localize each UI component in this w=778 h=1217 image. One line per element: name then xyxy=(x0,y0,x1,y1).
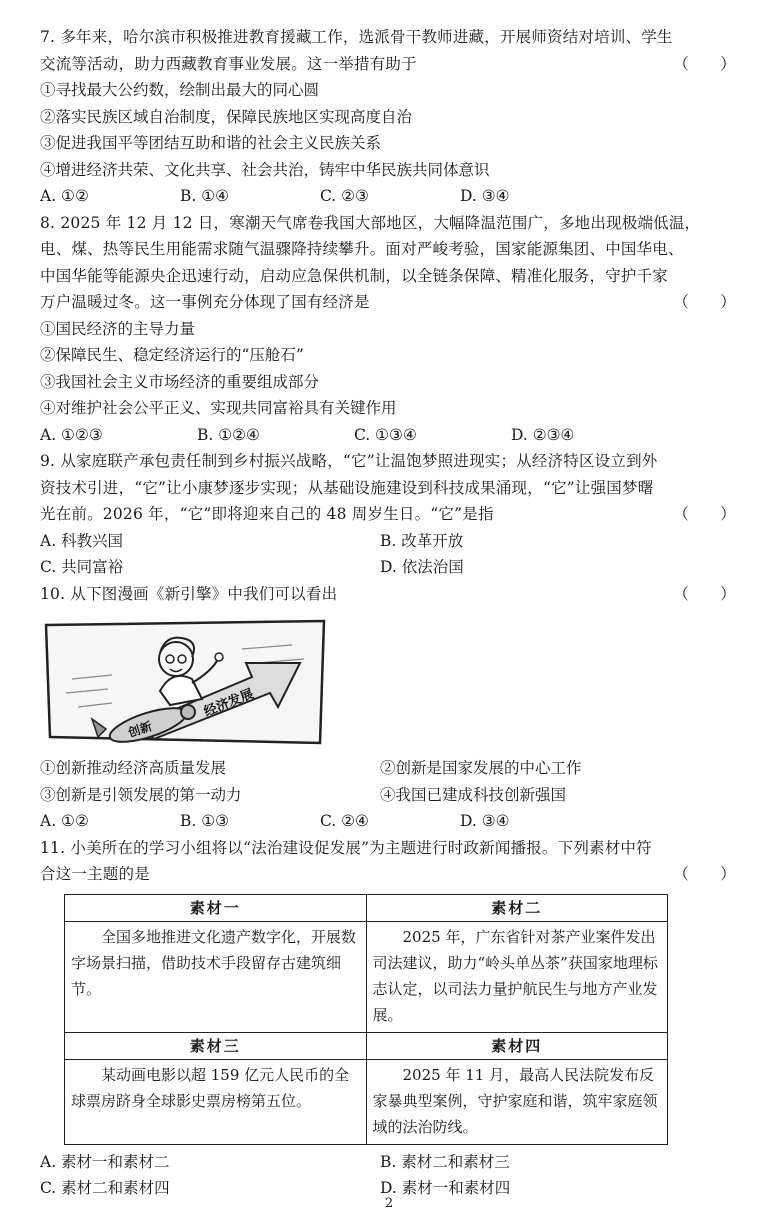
q11-option-a[interactable]: A. 素材一和素材二 xyxy=(40,1152,170,1171)
q10-item-3: ③创新是引领发展的第一动力 xyxy=(40,785,242,804)
q10-item-4: ④我国已建成科技创新强国 xyxy=(380,785,567,804)
material-3-text: 某动画电影以超 159 亿元人民币的全球票房跻身全球影史票房榜第五位。 xyxy=(65,1059,367,1144)
question-11 xyxy=(40,835,740,1202)
q8-item-2: ②保障民生、稳定经济运行的“压舱石” xyxy=(40,346,304,364)
q11-stem-line-1: 11. 小美所在的学习小组将以“法治建设促发展”为主题进行时政新闻播报。下列素材中符 xyxy=(40,838,652,857)
q10-option-b[interactable]: B. ①③ xyxy=(180,812,230,830)
q7-item-1: ①寻找最大公约数，绘制出最大的同心圆 xyxy=(40,81,320,99)
question-9 xyxy=(40,448,740,581)
q10-item-1: ①创新推动经济高质量发展 xyxy=(40,759,227,777)
material-1-title: 素材一 xyxy=(65,894,367,921)
q7-stem-line-2: 交流等活动，助力西藏教育事业发展。这一举措有助于 xyxy=(40,54,417,73)
question-7 xyxy=(40,24,740,210)
q10-options xyxy=(40,808,740,835)
q8-stem-line-4: 万户温暖过冬。这一事例充分体现了国有经济是 xyxy=(40,293,370,311)
q11-stem-line-2: 合这一主题的是 xyxy=(40,865,150,883)
q10-item-2: ②创新是国家发展的中心工作 xyxy=(380,759,582,777)
q8-item-1: ①国民经济的主导力量 xyxy=(40,319,196,338)
q10-stem: 10. 从下图漫画《新引擎》中我们可以看出 xyxy=(40,584,338,603)
q9-stem-line-2: 资技术引进，“它”让小康梦逐步实现；从基础设施建设到科技成果涌现，“它”让强国梦曙 xyxy=(40,478,654,497)
material-1-text: 全国多地推进文化遗产数字化，开展数字场景扫描，借助技术手段留存古建筑细节。 xyxy=(65,921,367,1032)
cartoon-illustration xyxy=(42,619,328,747)
question-10 xyxy=(40,581,740,835)
answer-bracket: （ ） xyxy=(673,293,736,311)
q11-option-d[interactable]: D. 素材一和素材四 xyxy=(380,1179,511,1197)
materials-table xyxy=(64,894,668,1145)
q8-option-b[interactable]: B. ①②④ xyxy=(197,425,260,444)
q8-stem-line-1: 8. 2025 年 12 月 12 日，寒潮天气席卷我国大部地区，大幅降温范围广，多地出现极端低温， xyxy=(40,213,701,232)
material-4-title: 素材四 xyxy=(366,1032,668,1059)
material-4-text: 2025 年 11 月，最高人民法院发布反家暴典型案例，守护家庭和谐，筑牢家庭领域的法治防线。 xyxy=(366,1059,668,1144)
answer-bracket: （ ） xyxy=(673,54,736,73)
q10-option-d[interactable]: D. ③④ xyxy=(460,812,510,830)
q8-option-d[interactable]: D. ②③④ xyxy=(511,425,575,444)
q8-stem-line-3: 中国华能等能源央企迅速行动，启动应急保供机制，以全链条保障、精准化服务，守护千家 xyxy=(40,266,669,285)
q7-option-a[interactable]: A. ①② xyxy=(40,187,89,205)
page-number: 2 xyxy=(384,1196,394,1211)
q7-option-d[interactable]: D. ③④ xyxy=(460,187,510,205)
material-2-text: 2025 年，广东省针对茶产业案件发出司法建议，助力“岭头单丛茶”获国家地理标志认定，以司法力量护航民生与地方产业发展。 xyxy=(366,921,668,1032)
q10-option-a[interactable]: A. ①② xyxy=(40,812,89,830)
q7-option-b[interactable]: B. ①④ xyxy=(180,187,230,205)
q11-option-b[interactable]: B. 素材二和素材三 xyxy=(380,1152,510,1171)
answer-bracket: （ ） xyxy=(673,584,736,603)
q9-option-c[interactable]: C. 共同富裕 xyxy=(40,558,124,576)
cartoon-new-engine xyxy=(42,619,328,747)
material-3-title: 素材三 xyxy=(65,1032,367,1059)
exam-page xyxy=(40,24,740,1202)
q9-option-d[interactable]: D. 依法治国 xyxy=(380,558,464,576)
q7-item-2: ②落实民族区域自治制度，保障民族地区实现高度自治 xyxy=(40,107,413,126)
q7-stem-line-1: 7. 多年来，哈尔滨市积极推进教育援藏工作，选派骨干教师进藏，开展师资结对培训、学生 xyxy=(40,28,673,46)
q8-options xyxy=(40,422,740,449)
cartoon-arrow-label: 经济发展 xyxy=(202,686,256,721)
q9-option-a[interactable]: A. 科教兴国 xyxy=(40,531,124,550)
q7-options xyxy=(40,183,740,210)
q9-stem-line-1: 9. 从家庭联产承包责任制到乡村振兴战略，“它”让温饱梦照进现实；从经济特区设立到外 xyxy=(40,452,658,470)
q10-option-c[interactable]: C. ②④ xyxy=(320,812,369,830)
q9-option-b[interactable]: B. 改革开放 xyxy=(380,531,464,550)
cartoon-rocket-label: 创新 xyxy=(126,719,154,740)
answer-bracket: （ ） xyxy=(673,865,736,883)
material-2-title: 素材二 xyxy=(366,894,668,921)
q8-option-a[interactable]: A. ①②③ xyxy=(40,425,103,444)
q8-option-c[interactable]: C. ①③④ xyxy=(354,425,417,444)
question-8 xyxy=(40,210,740,449)
q11-option-c[interactable]: C. 素材二和素材四 xyxy=(40,1179,170,1197)
q8-stem-line-2: 电、煤、热等民生用能需求随气温骤降持续攀升。面对严峻考验，国家能源集团、中国华电、 xyxy=(40,240,684,258)
answer-bracket: （ ） xyxy=(673,505,736,523)
q7-item-4: ④增进经济共荣、文化共享、社会共治，铸牢中华民族共同体意识 xyxy=(40,160,490,179)
q7-option-c[interactable]: C. ②③ xyxy=(320,187,369,205)
q7-item-3: ③促进我国平等团结互助和谐的社会主义民族关系 xyxy=(40,134,382,152)
q9-stem-line-3: 光在前。2026 年，“它”即将迎来自己的 48 周岁生日。“它”是指 xyxy=(40,505,494,523)
q8-item-3: ③我国社会主义市场经济的重要组成部分 xyxy=(40,372,320,391)
q8-item-4: ④对维护社会公平正义、实现共同富裕具有关键作用 xyxy=(40,399,397,417)
